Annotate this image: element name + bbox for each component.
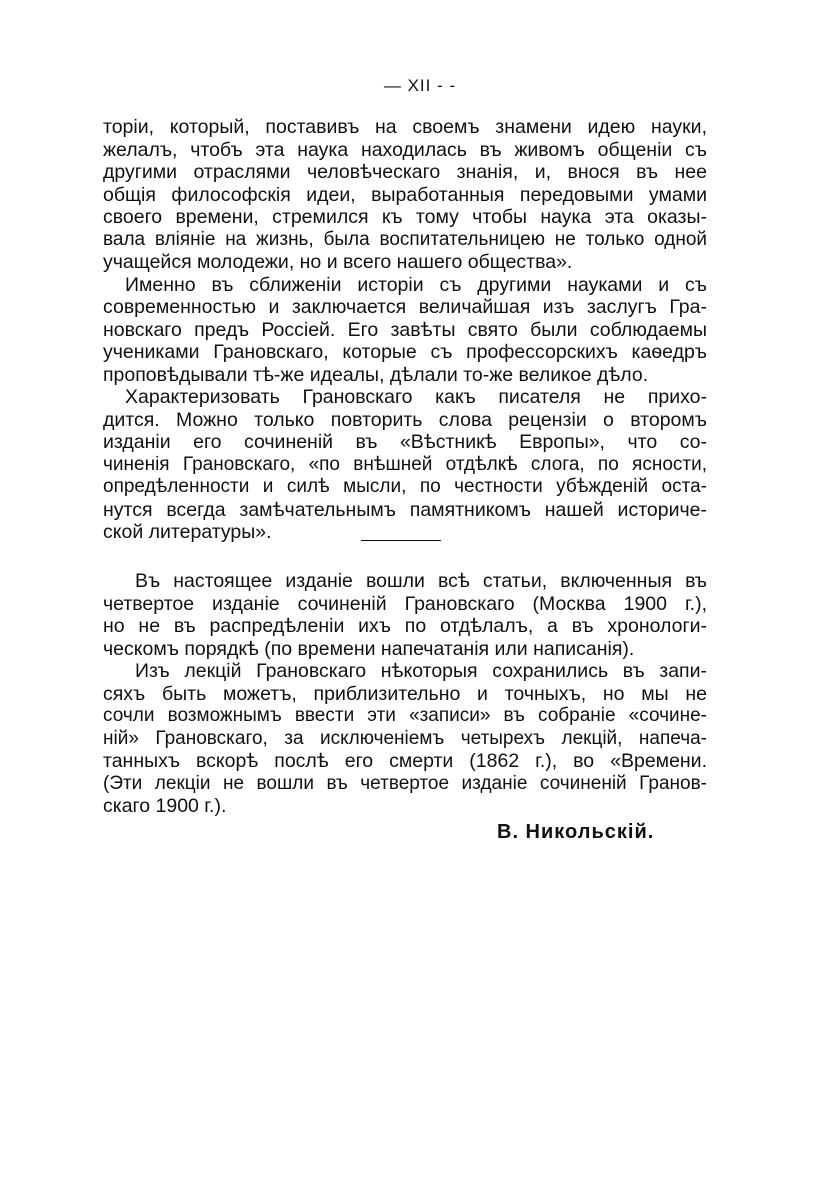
paragraph-1-line: общія философскія идеи, выработанныя передовыми умами	[103, 183, 707, 206]
paragraph-2-line: Именно въ сближеніи исторіи съ другими науками и съ	[125, 273, 707, 296]
text-section-lower	[103, 570, 707, 818]
paragraph-3-line: дится. Можно только повторить слова рецензіи о второмъ	[103, 408, 707, 431]
paragraph-5-line: Изъ лекцій Грановскаго нѣкоторыя сохранились въ запи-	[135, 660, 707, 682]
paragraph-1-line: торіи, который, поставивъ на своемъ знамени идею науки,	[103, 116, 707, 138]
paragraph-5-line: танныхъ вскорѣ послѣ его смерти (1862 г.), во «Времени.	[103, 750, 707, 772]
paragraph-2-line: современностью и заключается величайшая изъ заслугъ Гра-	[103, 296, 707, 318]
paragraph-5-line: скаго 1900 г.).	[103, 795, 227, 817]
paragraph-2-line: проповѣдывали тѣ-же идеалы, дѣлали то-же великое дѣло.	[103, 363, 649, 386]
author-signature: В. Никольскій.	[497, 821, 655, 843]
paragraph-3-line: ской литературы».	[103, 521, 272, 543]
paragraph-4-line: Въ настоящее изданіе вошли всѣ статьи, включенныя въ	[135, 570, 707, 592]
paragraph-3-line: чиненія Грановскаго, «по внѣшней отдѣлкѣ слога, по ясности,	[103, 453, 707, 475]
paragraph-3-line: нутся всегда замѣчательнымъ памятникомъ нашей историче-	[103, 498, 707, 521]
paragraph-1-line: другими отраслями человѣческаго знанія, и, внося въ нее	[103, 161, 707, 183]
paragraph-4-line: четвертое изданіе сочиненій Грановскаго (Москва 1900 г.),	[103, 592, 707, 615]
text-section-upper	[103, 116, 707, 544]
paragraph-1-line: желалъ, чтобъ эта наука находилась въ живомъ общеніи съ	[103, 138, 707, 161]
paragraph-3-line: Характеризовать Грановскаго какъ писателя не прихо-	[125, 386, 707, 408]
paragraph-5-line: ній» Грановскаго, за исключеніемъ четырехъ лекцій, напеча-	[103, 727, 707, 749]
paragraph-3-line: изданіи его сочиненій въ «Вѣстникѣ Европы», что со-	[103, 431, 707, 453]
paragraph-2-line: учениками Грановскаго, которые съ профессорскихъ каѳедръ	[103, 341, 707, 363]
paragraph-3-line: опредѣленности и силѣ мысли, по честности убѣжденій оста-	[103, 476, 707, 497]
paragraph-5-line: (Эти лекціи не вошли въ четвертое изданіе сочиненій Гранов-	[103, 772, 707, 794]
paragraph-1-line: учащейся молодежи, но и всего нашего общества».	[103, 251, 573, 273]
paragraph-2-line: новскаго предъ Россіей. Его завѣты свято были соблюдаемы	[103, 318, 707, 341]
paragraph-4-line: ческомъ порядкѣ (по времени напечатанія или написанія).	[103, 637, 635, 660]
paragraph-5-line: сочли возможнымъ ввести эти «записи» въ собраніе «сочине-	[103, 705, 707, 726]
section-divider	[361, 540, 441, 541]
paragraph-1-line: своего времени, стремился къ тому чтобы наука эта оказы-	[103, 206, 707, 228]
paragraph-4-line: но не въ распредѣленіи ихъ по отдѣлалъ, а въ хронологи-	[103, 615, 707, 637]
paragraph-1-line: вала вліяніе на жизнь, была воспитательницею не только одной	[103, 228, 707, 250]
paragraph-5-line: сяхъ быть можетъ, приблизительно и точныхъ, но мы не	[103, 682, 707, 705]
page-number-header: — XII - -	[383, 76, 457, 95]
